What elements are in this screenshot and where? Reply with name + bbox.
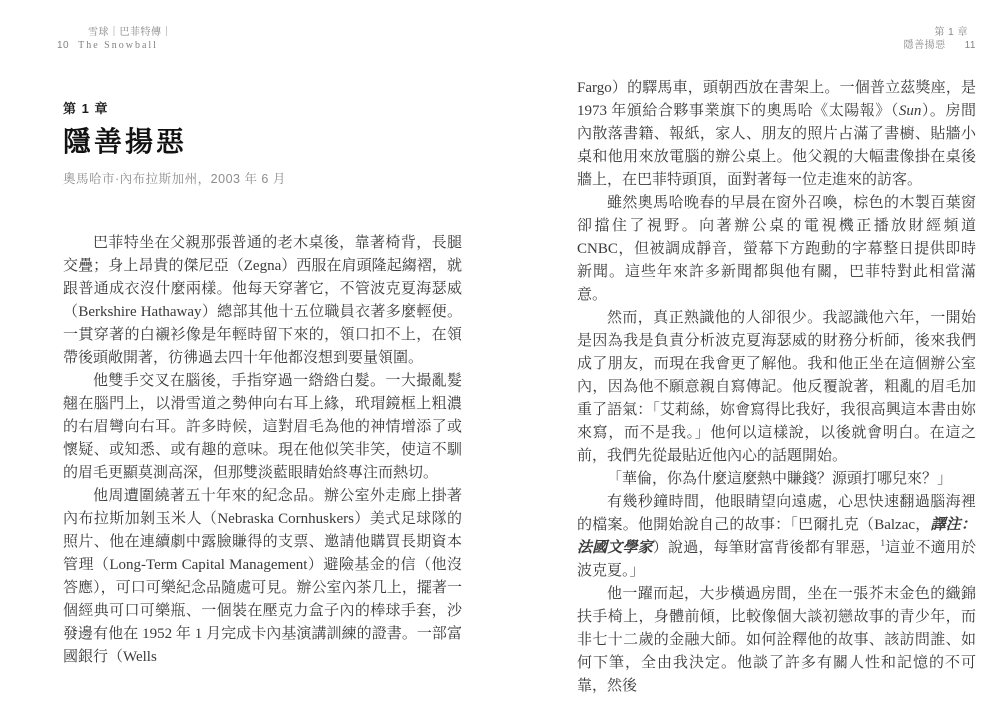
text-segment: 有幾秒鐘時間，他眼睛望向遠處，心思快速翻過腦海裡的檔案。他開始說自己的故事：「巴爾扎克（Balzac， bbox=[577, 494, 976, 533]
chapter-dateline: 奧馬哈市·內布拉斯加州，2003 年 6 月 bbox=[63, 172, 286, 186]
page-number-right: 11 bbox=[964, 40, 976, 51]
paragraph bbox=[577, 583, 976, 698]
series-title: 雪球｜巴菲特傳｜ bbox=[88, 27, 172, 38]
text-segment: 這並不適用於波克夏。」 bbox=[577, 540, 976, 579]
running-header-left bbox=[57, 26, 172, 52]
text-segment: 巴菲特坐在父親那張普通的老木桌後，靠著椅背，長腿交疊；身上昂貴的傑尼亞（Zegna）西服在肩頭隆起縐褶，就跟普通成衣沒什麼兩樣。他每天穿著它，不管波克夏海瑟威（Berkshire Hathaway）總部其他十五位職員衣著多麼輕便。一貫穿著的白襯衫像是年輕時留下來的，領口扣不上，在領帶後頭敞開著，彷彿過去四十年他都沒想到要量領圍。 bbox=[63, 235, 462, 366]
paragraph bbox=[577, 491, 976, 583]
text-segment-italic: Sun bbox=[898, 103, 922, 119]
paragraph bbox=[63, 370, 462, 485]
text-segment: 他雙手交叉在腦後，手指穿過一綹綹白髮。一大撮亂髮翹在腦門上，以滑雪道之勢伸向右耳上緣，玳瑁鏡框上粗濃的右眉彎向右耳。許多時候，這對眉毛為他的神情增添了或懷疑、或知悉、或有趣的意味。現在他似笑非笑，使這不馴的眉毛更顯莫測高深，但那雙淡藍眼睛始終專注而熱切。 bbox=[63, 373, 462, 481]
text-segment: 「華倫，你為什麼這麼熱中賺錢？源頭打哪兒來？」 bbox=[607, 471, 953, 487]
series-title-en: The Snowball bbox=[78, 40, 158, 51]
chapter-heading bbox=[63, 98, 286, 187]
page-number-left: 10 bbox=[57, 40, 70, 51]
text-segment: Fargo）的驛馬車，頭朝西放在書架上。一個普立茲獎座，是 1973 年頒給合夥事業旗下的奧馬哈《太陽報》（ bbox=[577, 80, 976, 119]
paragraph bbox=[577, 307, 976, 468]
left-page-body bbox=[63, 232, 462, 669]
text-segment: ）說過，每筆財富背後都有罪惡， bbox=[652, 540, 881, 556]
footnote-marker: 1 bbox=[880, 538, 885, 548]
text-segment-note: 譯注：法國文學家 bbox=[577, 517, 976, 556]
text-segment: 他周遭圍繞著五十年來的紀念品。辦公室外走廊上掛著內布拉斯加剝玉米人（Nebraska Cornhuskers）美式足球隊的照片、他在連續劇中露臉賺得的支票、邀請他購買長期資本管理（Long-Term Capital Management）避險基金的信（他沒答應），可口可樂紀念品隨處可見。辦公室內茶几上，擺著一個經典可口可樂瓶、一個裝在壓克力盒子內的棒球手套，沙發邊有他在 1952 年 1 月完成卡內基演講訓練的證書。一部富國銀行（Wells bbox=[63, 488, 462, 665]
paragraph bbox=[577, 468, 976, 491]
chapter-label: 第 1 章 bbox=[63, 101, 109, 116]
text-segment: 他一躍而起，大步橫過房間，坐在一張芥末金色的織錦扶手椅上，身體前傾，比較像個大談初戀故事的青少年，而非七十二歲的金融大師。如何詮釋他的故事、該訪問誰、如何下筆，全由我決定。他談了許多有關人性和記憶的不可靠，然後 bbox=[577, 586, 976, 694]
paragraph bbox=[63, 485, 462, 669]
text-segment: ）。房間內散落書籍、報紙，家人、朋友的照片占滿了書櫥、貼牆小桌和他用來放電腦的辦公桌上。他父親的大幅畫像掛在桌後牆上，在巴菲特頭頂，面對著每一位走進來的訪客。 bbox=[577, 103, 976, 188]
text-segment: 雖然奧馬哈晚春的早晨在窗外召喚，棕色的木製百葉窗卻擋住了視野。向著辦公桌的電視機正播放財經頻道 CNBC，但被調成靜音，螢幕下方跑動的字幕整日提供即時新聞。這些年來許多新聞都與他有關，巴菲特對此相當滿意。 bbox=[577, 195, 976, 303]
right-page-body bbox=[577, 77, 976, 698]
chapter-title: 隱善揚惡 bbox=[63, 126, 188, 157]
paragraph bbox=[577, 192, 976, 307]
running-chapter-label: 第 1 章 bbox=[934, 27, 968, 38]
running-chapter-title: 隱善揚惡 bbox=[903, 40, 946, 51]
text-segment: 然而，真正熟識他的人卻很少。我認識他六年，一開始是因為我是負責分析波克夏海瑟威的財務分析師，後來我們成了朋友，而現在我會更了解他。我和他正坐在這個辦公室內，因為他不願意親自寫傳記。他反覆說著，粗亂的眉毛加重了語氣：「艾莉絲，妳會寫得比我好，我很高興這本書由妳來寫，而不是我。」他何以這樣說，以後就會明白。在這之前，我們先從最貼近他內心的話題開始。 bbox=[577, 310, 976, 464]
paragraph bbox=[63, 232, 462, 370]
running-header-right bbox=[904, 26, 976, 52]
paragraph bbox=[577, 77, 976, 192]
